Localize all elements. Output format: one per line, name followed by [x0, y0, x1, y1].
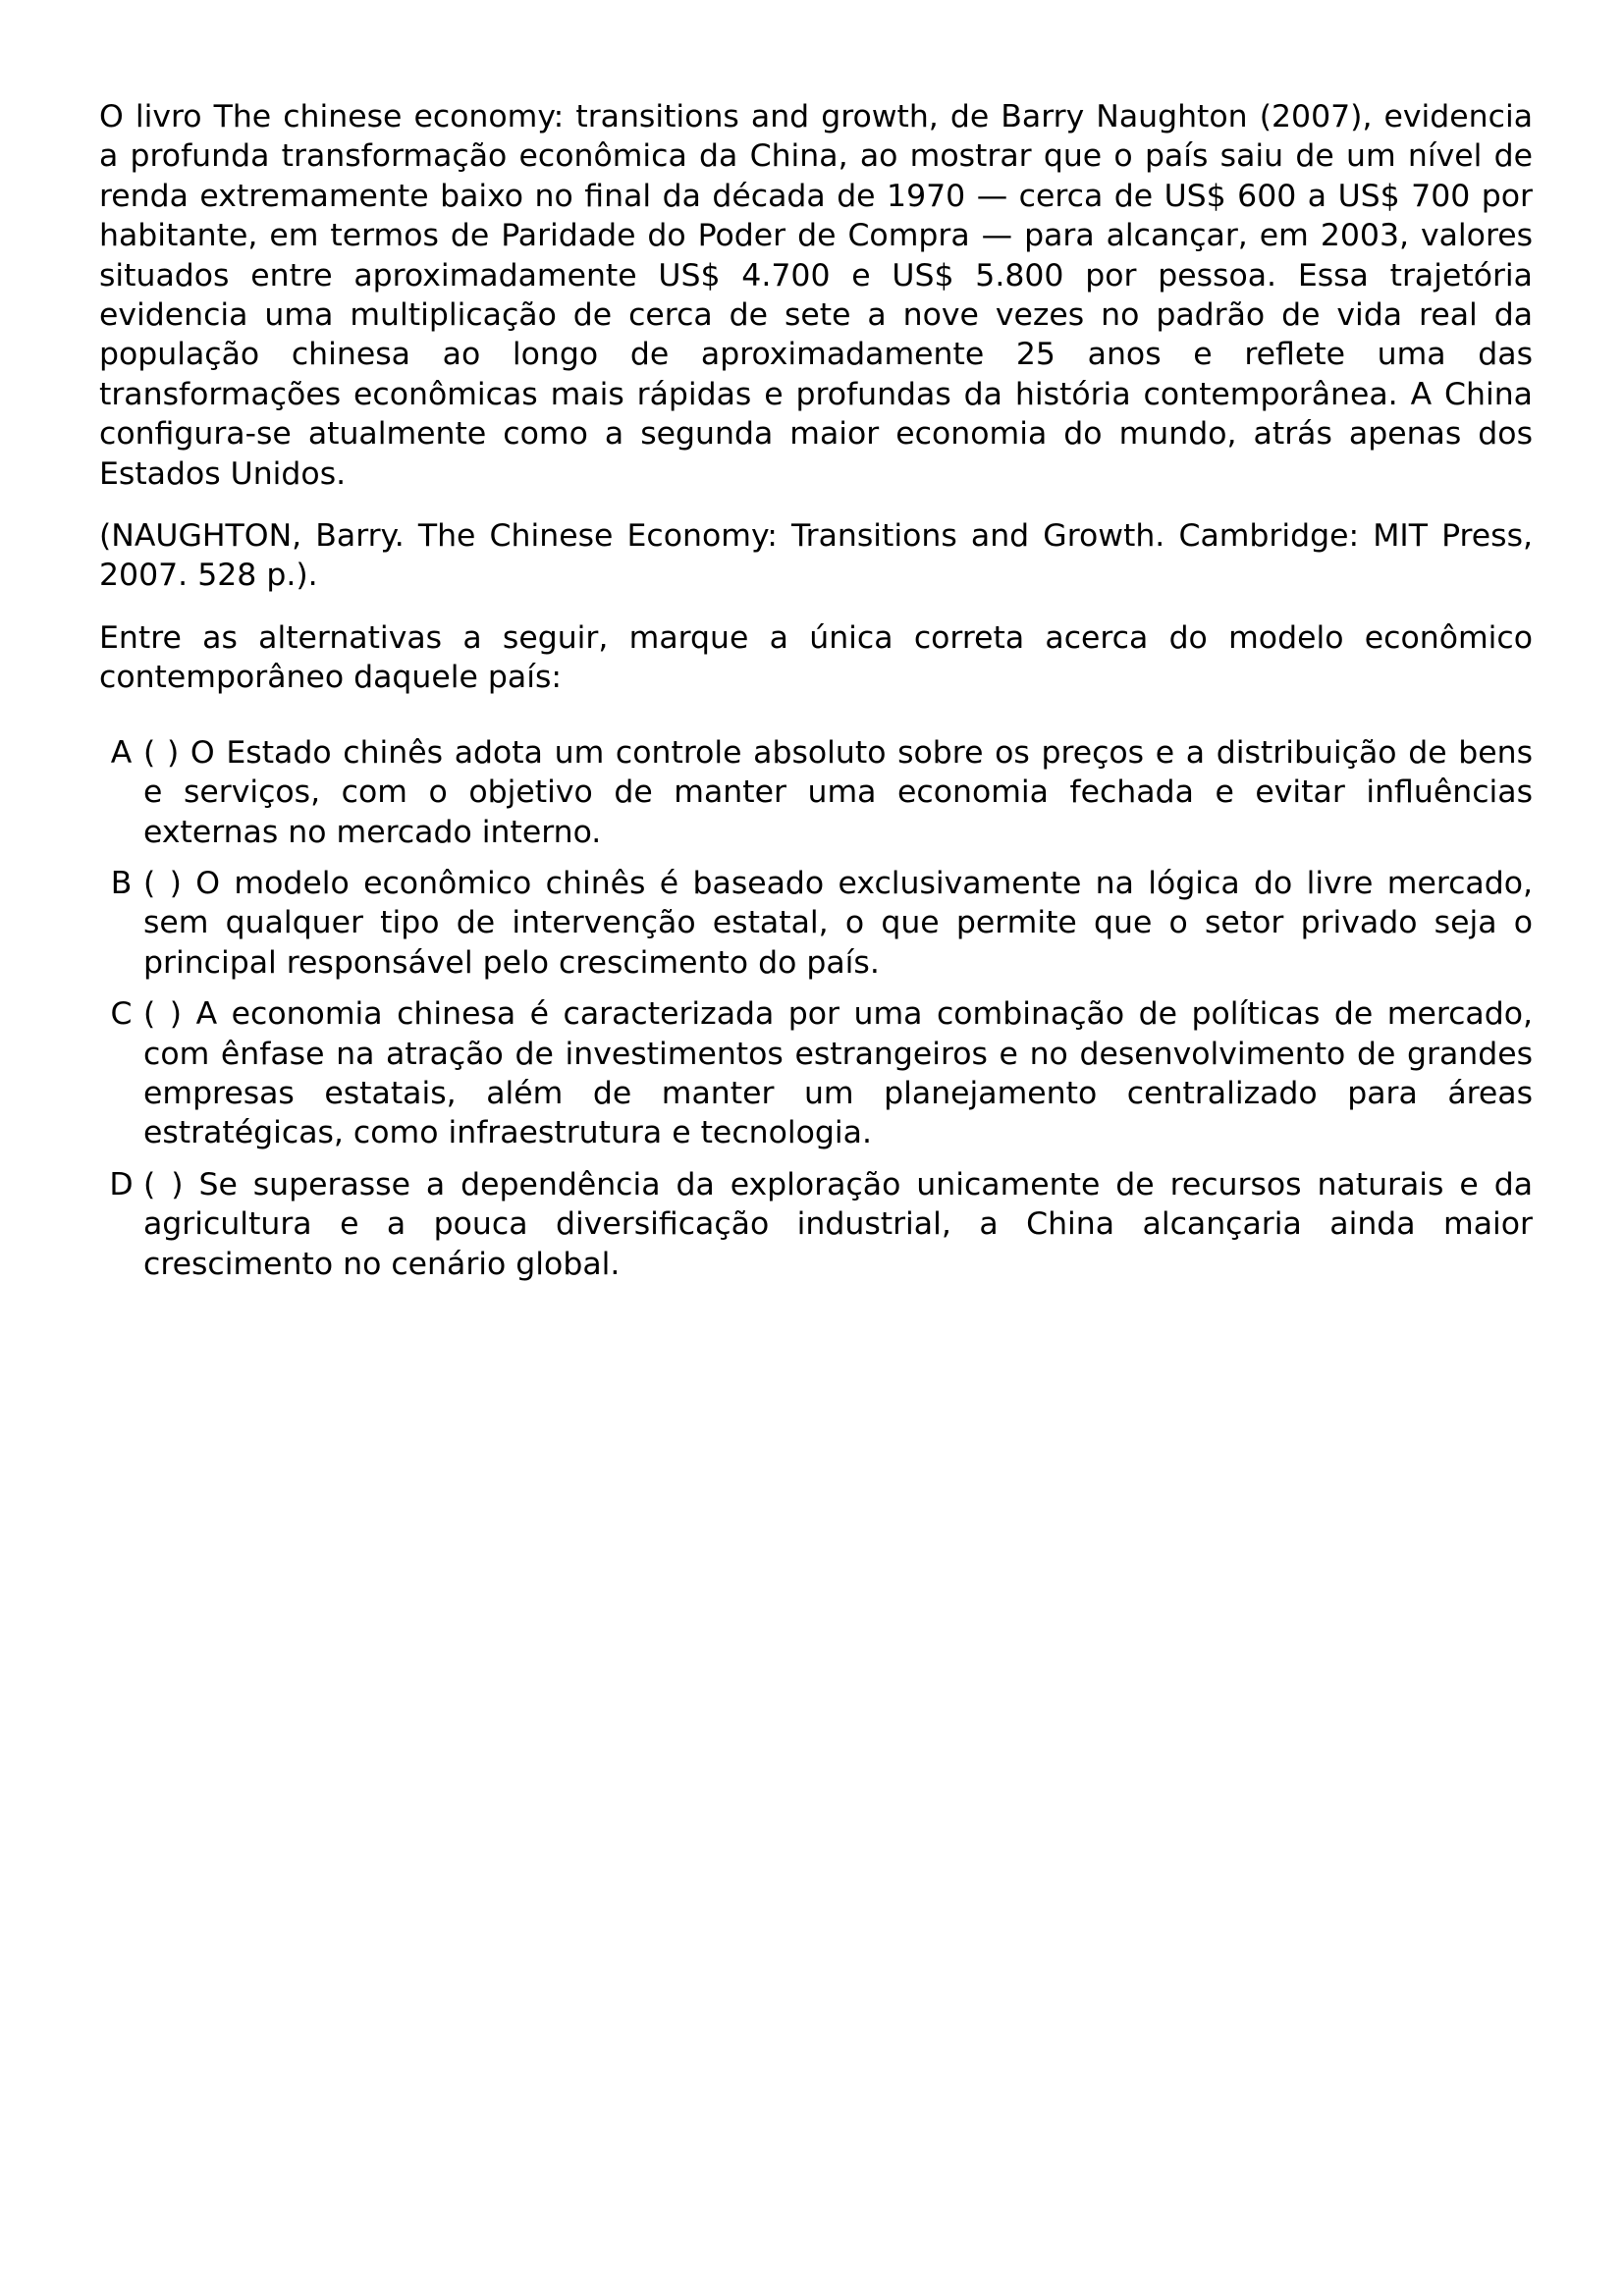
option-text: O modelo econômico chinês é baseado exclusivamente na lógica do livre mercado, sem qualquer tipo de intervenção estatal, o que permite que o setor privado seja o principal responsável pelo crescimento do país. — [143, 865, 1533, 981]
option-d[interactable] — [99, 1165, 1533, 1284]
option-c[interactable] — [99, 994, 1533, 1153]
option-text: A economia chinesa é caracterizada por uma combinação de políticas de mercado, com ênfase na atração de investimentos estrangeiros e no desenvolvimento de grandes empresas estatais, além de manter um planejamento centralizado para áreas estratégicas, como infraestrutura e tecnologia. — [143, 996, 1533, 1151]
option-letter: B — [110, 865, 133, 901]
question-prompt: Entre as alternativas a seguir, marque a única correta acerca do modelo econômico contemporâneo daquele país: — [99, 619, 1533, 696]
option-letter: D — [109, 1166, 134, 1202]
option-b[interactable] — [99, 864, 1533, 983]
option-letter: A — [110, 734, 133, 771]
answer-checkbox[interactable]: ( ) — [143, 734, 180, 771]
intro-paragraph: O livro The chinese economy: transitions and growth, de Barry Naughton (2007), evidencia a profunda transformação econômica da China, ao mostrar que o país saiu de um nível de renda extremamente baixo no final da década de 1970 — cerca de US$ 600 a US$ 700 por habitante, em termos de Paridade do Poder de Compra — para alcançar, em 2003, valores situados entre aproximadamente US$ 4.700 e US$ 5.800 por pessoa. Essa trajetória evidencia uma multiplicação de cerca de sete a nove vezes no padrão de vida real da população chinesa ao longo de aproximadamente 25 anos e reflete uma das transformações econômicas mais rápidas e profundas da história contemporânea. A China configura-se atualmente como a segunda maior economia do mundo, atrás apenas dos Estados Unidos. — [99, 99, 1533, 492]
option-body — [143, 1165, 1533, 1284]
option-body — [143, 733, 1533, 852]
option-a[interactable] — [99, 733, 1533, 852]
option-body — [143, 864, 1533, 983]
citation: (NAUGHTON, Barry. The Chinese Economy: Transitions and Growth. Cambridge: MIT Press, 2007. 528 p.). — [99, 518, 1533, 594]
option-body — [143, 994, 1533, 1153]
answer-checkbox[interactable]: ( ) — [143, 996, 183, 1033]
answer-checkbox[interactable]: ( ) — [143, 865, 182, 901]
option-text: O Estado chinês adota um controle absoluto sobre os preços e a distribuição de bens e serviços, com o objetivo de manter uma economia fechada e evitar influências externas no mercado interno. — [143, 734, 1534, 850]
answer-options — [99, 733, 1533, 1284]
question-page — [99, 97, 1533, 1296]
answer-checkbox[interactable]: ( ) — [143, 1166, 184, 1202]
option-letter: C — [110, 996, 133, 1033]
option-text: Se superasse a dependência da exploração unicamente de recursos naturais e da agricultura e a pouca diversificação industrial, a China alcançaria ainda maior crescimento no cenário global. — [143, 1166, 1534, 1282]
